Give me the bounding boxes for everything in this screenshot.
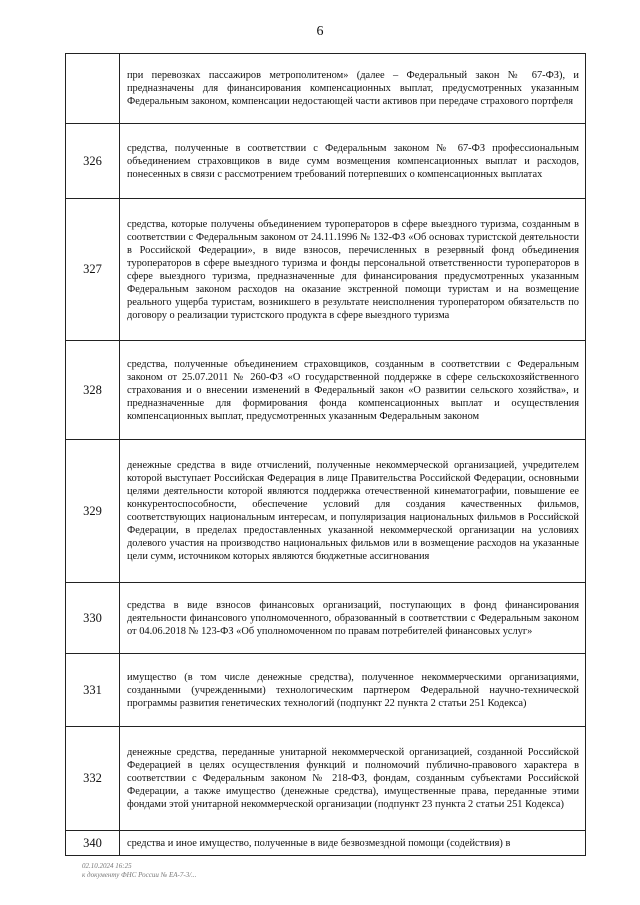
row-description: средства и иное имущество, полученные в виде безвозмездной помощи (содействия) в: [120, 831, 586, 856]
row-description: средства в виде взносов финансовых организаций, поступающих в фонд финансирования деятельности финансового уполномоченного, образованный в соответствии с Федеральным законом от 04.06.2018 № 123-ФЗ «Об уполномоченном по правам потребителей финансовых услуг»: [120, 583, 586, 654]
row-code: 340: [66, 831, 120, 856]
row-code: 329: [66, 440, 120, 583]
table-row: [66, 654, 586, 727]
row-code: 327: [66, 199, 120, 341]
table-row: [66, 727, 586, 831]
row-description: имущество (в том числе денежные средства), полученное некоммерческими организациями, созданными (учрежденными) технологическим партнером Федеральной научно-технической программы развития генетических технологий (подпункт 22 пункта 2 статьи 251 Кодекса): [120, 654, 586, 727]
table-row: [66, 124, 586, 199]
row-description: денежные средства в виде отчислений, полученные некоммерческой организацией, учредителем которой выступает Российская Федерация в лице Правительства Российской Федерации, основными целями деятельности которой являются поддержка отечественной кинематографии, повышение ее конкурентоспособности, обеспечение условий для создания качественных фильмов, соответствующих национальным интересам, и популяризация национальных фильмов в Российской Федерации, в пределах предоставленных указанной некоммерческой организации на условиях долевого участия на производство национальных фильмов или в возмещение расходов на указанные цели сумм, источником которых являются бюджетные ассигнования: [120, 440, 586, 583]
row-code: [66, 54, 120, 124]
table-row: [66, 199, 586, 341]
footer-timestamp: 02.10.2024 16:25: [82, 862, 132, 870]
row-code: 331: [66, 654, 120, 727]
table-row: [66, 440, 586, 583]
income-codes-table: [65, 53, 586, 856]
footer-reference: к документу ФНС России № ЕА-7-3/...: [82, 871, 197, 879]
row-description: средства, полученные объединением страховщиков, созданным в соответствии с Федеральным законом от 25.07.2011 № 260-ФЗ «О государственной поддержке в сфере сельскохозяйственного страхования и о внесении изменений в Федеральный закон «О развитии сельского хозяйства», и предназначенные для формирования фонда компенсационных выплат и осуществления компенсационных выплат, предусмотренных указанным Федеральным законом: [120, 341, 586, 440]
row-code: 330: [66, 583, 120, 654]
document-footer: [82, 862, 196, 880]
row-code: 328: [66, 341, 120, 440]
table-row: [66, 341, 586, 440]
row-code: 326: [66, 124, 120, 199]
row-description: средства, полученные в соответствии с Федеральным законом № 67-ФЗ профессиональным объединением страховщиков в виде сумм возмещения компенсационных выплат и расходов, понесенных в связи с рассмотрением требований потерпевших о компенсационных выплатах: [120, 124, 586, 199]
page-number: 6: [316, 24, 324, 39]
table-row: [66, 54, 586, 124]
table-row: [66, 583, 586, 654]
row-description: средства, которые получены объединением туроператоров в сфере выездного туризма, созданным в соответствии с Федеральным законом от 24.11.1996 № 132-ФЗ «Об основах туристской деятельности в Российской Федерации», в виде взносов, перечисленных в резервный фонд объединения туроператоров в сфере выездного туризма и фонды персональной ответственности туроператоров в сфере выездного туризма, предназначенные для финансирования предусмотренных указанным Федеральным законом расходов на оказание экстренной помощи туристам и на возмещение реального ущерба туристам, возникшего в результате неисполнения туроператором обязательств по договору о реализации туристского продукта в сфере выездного туризма: [120, 199, 586, 341]
row-description: денежные средства, переданные унитарной некоммерческой организацией, созданной Российской Федерацией в целях осуществления функций и полномочий публично-правового характера в соответствии с Федеральным законом № 218-ФЗ, фондам, созданным субъектами Российской Федерации, а также имущество (денежные средства), имущественные права, переданные этими фондами этой унитарной некоммерческой организации (подпункт 23 пункта 2 статьи 251 Кодекса): [120, 727, 586, 831]
row-description: при перевозках пассажиров метрополитеном» (далее – Федеральный закон № 67-ФЗ), и предназначены для финансирования компенсационных выплат, предусмотренных указанным Федеральным законом, компенсации недостающей части активов при передаче страхового портфеля: [120, 54, 586, 124]
table-row: [66, 831, 586, 856]
row-code: 332: [66, 727, 120, 831]
